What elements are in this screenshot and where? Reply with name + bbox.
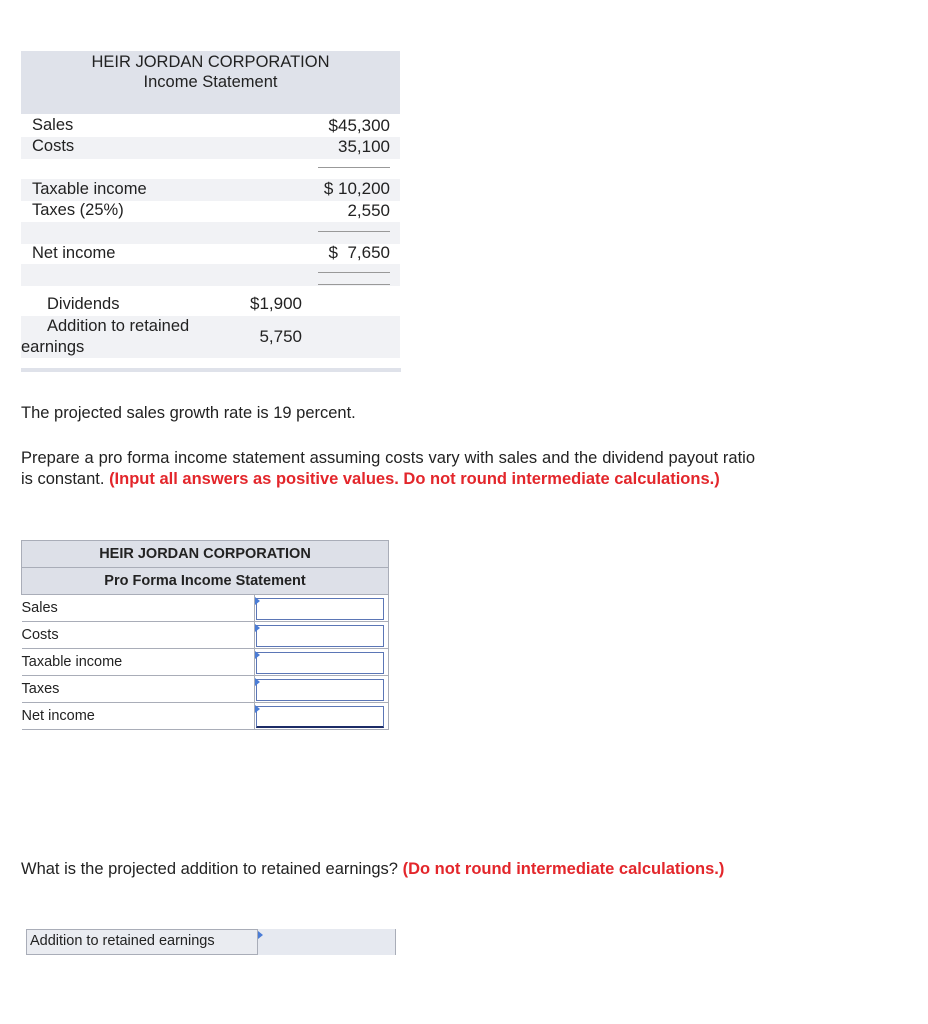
table-row [22, 595, 389, 622]
addition-retained-earnings-label: Addition to retained earnings [30, 933, 215, 949]
pro-forma-net-income-label: Net income [22, 703, 255, 730]
net-income-value: $ 7,650 [328, 243, 390, 262]
flag-icon [255, 624, 260, 632]
sales-value: $45,300 [328, 116, 390, 135]
net-income-label: Net income [32, 244, 116, 262]
dividends-value: $1,900 [250, 294, 302, 313]
statement-header [21, 51, 400, 114]
question1-text [21, 448, 755, 490]
double-underline [318, 272, 390, 273]
underline [318, 167, 390, 168]
underline [318, 231, 390, 232]
pro-forma-company: HEIR JORDAN CORPORATION [22, 541, 389, 568]
pro-forma-table [21, 540, 389, 730]
question2-prompt: What is the projected addition to retained earnings? [21, 860, 398, 878]
pro-forma-net-income-input[interactable] [256, 706, 384, 728]
pro-forma-taxes-input[interactable] [256, 679, 384, 701]
pro-forma-sales-input[interactable] [256, 598, 384, 620]
taxes-value: 2,550 [347, 201, 390, 220]
costs-label: Costs [32, 137, 75, 155]
pro-forma-sales-label: Sales [22, 595, 255, 622]
taxable-income-value: $ 10,200 [323, 179, 390, 198]
pro-forma-taxes-label: Taxes [22, 676, 255, 703]
table-row [22, 649, 389, 676]
table-row [22, 622, 389, 649]
pro-forma-costs-input[interactable] [256, 625, 384, 647]
pro-forma-title: Pro Forma Income Statement [22, 568, 389, 595]
flag-icon [255, 705, 260, 713]
flag-icon [255, 651, 260, 659]
flag-icon [255, 678, 260, 686]
addition-label-line1: Addition to retained [47, 317, 190, 335]
statement-company: HEIR JORDAN CORPORATION [91, 53, 330, 71]
addition-label-line2: earnings [21, 338, 85, 356]
sales-label: Sales [32, 116, 74, 134]
statement-title: Income Statement [143, 73, 278, 91]
costs-value: 35,100 [338, 137, 390, 156]
double-underline [318, 284, 390, 285]
table-row [22, 703, 389, 730]
question1-instruction: (Input all answers as positive values. Do not round intermediate calculations.) [109, 470, 720, 488]
flag-icon [255, 597, 260, 605]
question2-text [21, 859, 755, 880]
pro-forma-costs-label: Costs [22, 622, 255, 649]
statement-bottom-bar [21, 368, 401, 372]
question1-prompt: Prepare a pro forma income statement assuming costs vary with sales and the dividend payout ratio is constant. [21, 449, 755, 488]
row-band [21, 222, 400, 244]
row-band [21, 264, 400, 286]
taxes-label: Taxes (25%) [32, 201, 124, 219]
addition-retained-earnings-input[interactable] [261, 931, 395, 953]
pro-forma-taxable-income-label: Taxable income [22, 649, 255, 676]
dividends-label: Dividends [47, 295, 120, 313]
pro-forma-taxable-income-input[interactable] [256, 652, 384, 674]
growth-rate-text: The projected sales growth rate is 19 percent. [21, 404, 356, 422]
question2-instruction: (Do not round intermediate calculations.) [402, 860, 725, 878]
taxable-income-label: Taxable income [32, 180, 147, 198]
addition-retained-earnings-row [26, 929, 396, 955]
addition-value: 5,750 [259, 327, 302, 346]
table-row [22, 676, 389, 703]
